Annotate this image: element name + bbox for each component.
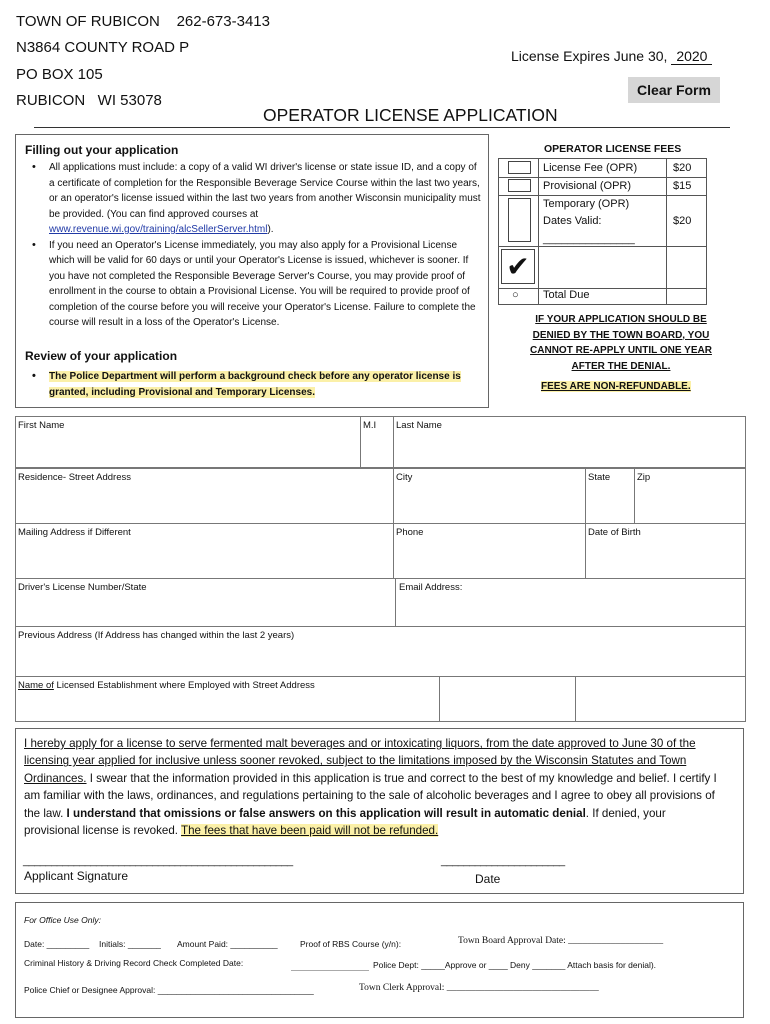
- residence-address-field[interactable]: Residence- Street Address: [15, 468, 394, 524]
- office-initials[interactable]: Initials: _______: [99, 939, 161, 949]
- non-refundable-notice: FEES ARE NON-REFUNDABLE.: [541, 381, 691, 392]
- address-line-1: N3864 COUNTY ROAD P: [16, 39, 190, 56]
- state-field[interactable]: State: [585, 468, 635, 524]
- date-line[interactable]: ______________________: [441, 855, 565, 867]
- instruction-bullet-1: • All applications must include: a copy of a valid WI driver's license or state issue ID, and a copy of a certificate of completion for the Responsible Beverage Service Course within the last two years, or an operator's license issued within the last two years from another Wisconsin municipality must be provided. (You can find approved courses at www.revenue.wi.gov/training/alcSellerServer.html).: [25, 160, 483, 238]
- fee-amount-temporary: $20: [673, 215, 692, 227]
- review-heading: Review of your application: [25, 349, 178, 363]
- date-of-birth-field[interactable]: Date of Birth: [585, 523, 746, 579]
- clear-form-button[interactable]: Clear Form: [628, 77, 720, 103]
- provisional-checkbox[interactable]: [508, 179, 531, 192]
- instructions-heading: Filling out your application: [25, 143, 179, 157]
- town-phone: 262-673-3413: [176, 13, 270, 30]
- license-fee-checkbox[interactable]: [508, 161, 531, 174]
- fee-label-dates-valid: Dates Valid:: [543, 215, 602, 227]
- drivers-license-field[interactable]: Driver's License Number/State: [15, 578, 396, 627]
- instruction-bullet-2: • If you need an Operator's License immediately, you may also apply for a Provisional License which will be valid for 60 days or until your Operator's License is issued, whichever is sooner. If you have not completed the Responsible Beverage Server's Course, you may provide proof of enrollment in the course to obtain a Provisional License. You will be required to provide proof of completion of the course before you will receive your Operator's License. Failure to complete the course will result in a loss of the Operator's License.: [25, 238, 483, 331]
- date-label: Date: [475, 872, 501, 886]
- middle-initial-field[interactable]: M.I: [360, 416, 394, 468]
- last-name-field[interactable]: Last Name: [393, 416, 746, 468]
- fee-label-temporary: Temporary (OPR): [543, 198, 630, 210]
- phone-field[interactable]: Phone: [393, 523, 586, 579]
- office-chief-approval[interactable]: Police Chief or Designee Approval: _________________________________: [24, 985, 314, 995]
- fee-label-license: License Fee (OPR): [543, 162, 638, 174]
- address-line-2: PO BOX 105: [16, 66, 103, 83]
- office-police-dept[interactable]: Police Dept: _____Approve or ____ Deny _______ Attach basis for denial).: [373, 960, 657, 970]
- office-board-approval[interactable]: Town Board Approval Date: ____________________: [458, 936, 664, 946]
- instructions-list: [25, 160, 483, 331]
- establishment-field[interactable]: Name of Licensed Establishment where Employed with Street Address: [15, 676, 440, 722]
- office-use-heading: For Office Use Only:: [24, 915, 101, 925]
- total-due-label: Total Due: [543, 289, 590, 301]
- office-amount-paid[interactable]: Amount Paid: __________: [177, 939, 278, 949]
- signature-line[interactable]: ________________________________________________: [23, 855, 293, 867]
- review-bullet: • The Police Department will perform a background check before any operator license is granted, including Provisional and Temporary Licenses.: [25, 369, 483, 400]
- town-name: TOWN OF RUBICON 262-673-3413: [16, 13, 270, 30]
- fee-amount-license: $20: [673, 162, 692, 174]
- signature-label: Applicant Signature: [24, 869, 129, 883]
- city-field[interactable]: City: [393, 468, 586, 524]
- review-list: [25, 369, 483, 400]
- checkmark-box[interactable]: ✔: [501, 249, 535, 284]
- fee-label-provisional: Provisional (OPR): [543, 180, 632, 192]
- declaration-text: I hereby apply for a license to serve fermented malt beverages and or intoxicating liquors, from the date approved to June 30 of the licensing year applied for inclusive unless sooner revoked, subject to the limitations imposed by the Wisconsin Statutes and Town Ordinances. I swear that the information provided in this application is true and correct to the best of my knowledge and belief. I certify I am familiar with the laws, ordinances, and regulations pertaining to the sale of alcoholic beverages and I agree to obey all provisions of the law. I understand that omissions or false answers on this application will result in automatic denial. If denied, your provisional license is revoked. The fees that have been paid will not be refunded.: [24, 737, 717, 838]
- total-radio[interactable]: ○: [512, 289, 519, 301]
- previous-address-field[interactable]: Previous Address (If Address has changed within the last 2 years): [15, 626, 746, 677]
- denial-notice: IF YOUR APPLICATION SHOULD BE DENIED BY THE TOWN BOARD, YOU CANNOT RE-APPLY UNTIL ONE YEAR AFTER THE DENIAL.: [530, 314, 712, 372]
- zip-field[interactable]: Zip: [634, 468, 746, 524]
- fee-amount-provisional: $15: [673, 180, 692, 192]
- revenue-course-link[interactable]: www.revenue.wi.gov/training/alcSellerServer.html: [49, 224, 268, 235]
- page-title: OPERATOR LICENSE APPLICATION: [263, 105, 558, 125]
- mailing-address-field[interactable]: Mailing Address if Different: [15, 523, 394, 579]
- address-line-3: RUBICON WI 53078: [16, 92, 162, 109]
- office-criminal-check[interactable]: Criminal History & Driving Record Check Completed Date:: [24, 958, 244, 968]
- email-field[interactable]: Email Address:: [395, 578, 746, 627]
- temporary-checkbox[interactable]: [508, 198, 531, 242]
- office-date[interactable]: Date: _________: [24, 939, 90, 949]
- office-clerk-approval[interactable]: Town Clerk Approval: ________________________________: [359, 983, 599, 993]
- license-expiry: License Expires June 30, 2020: [511, 48, 712, 65]
- first-name-field[interactable]: First Name: [15, 416, 361, 468]
- office-rbs-proof[interactable]: Proof of RBS Course (y/n):: [300, 939, 402, 949]
- fees-heading: OPERATOR LICENSE FEES: [544, 143, 682, 155]
- dates-valid-blank[interactable]: _______________: [543, 233, 635, 245]
- establishment-field-3[interactable]: [575, 676, 746, 722]
- expiry-year: 2020: [671, 48, 712, 65]
- title-divider: [34, 127, 730, 128]
- establishment-field-2[interactable]: [439, 676, 576, 722]
